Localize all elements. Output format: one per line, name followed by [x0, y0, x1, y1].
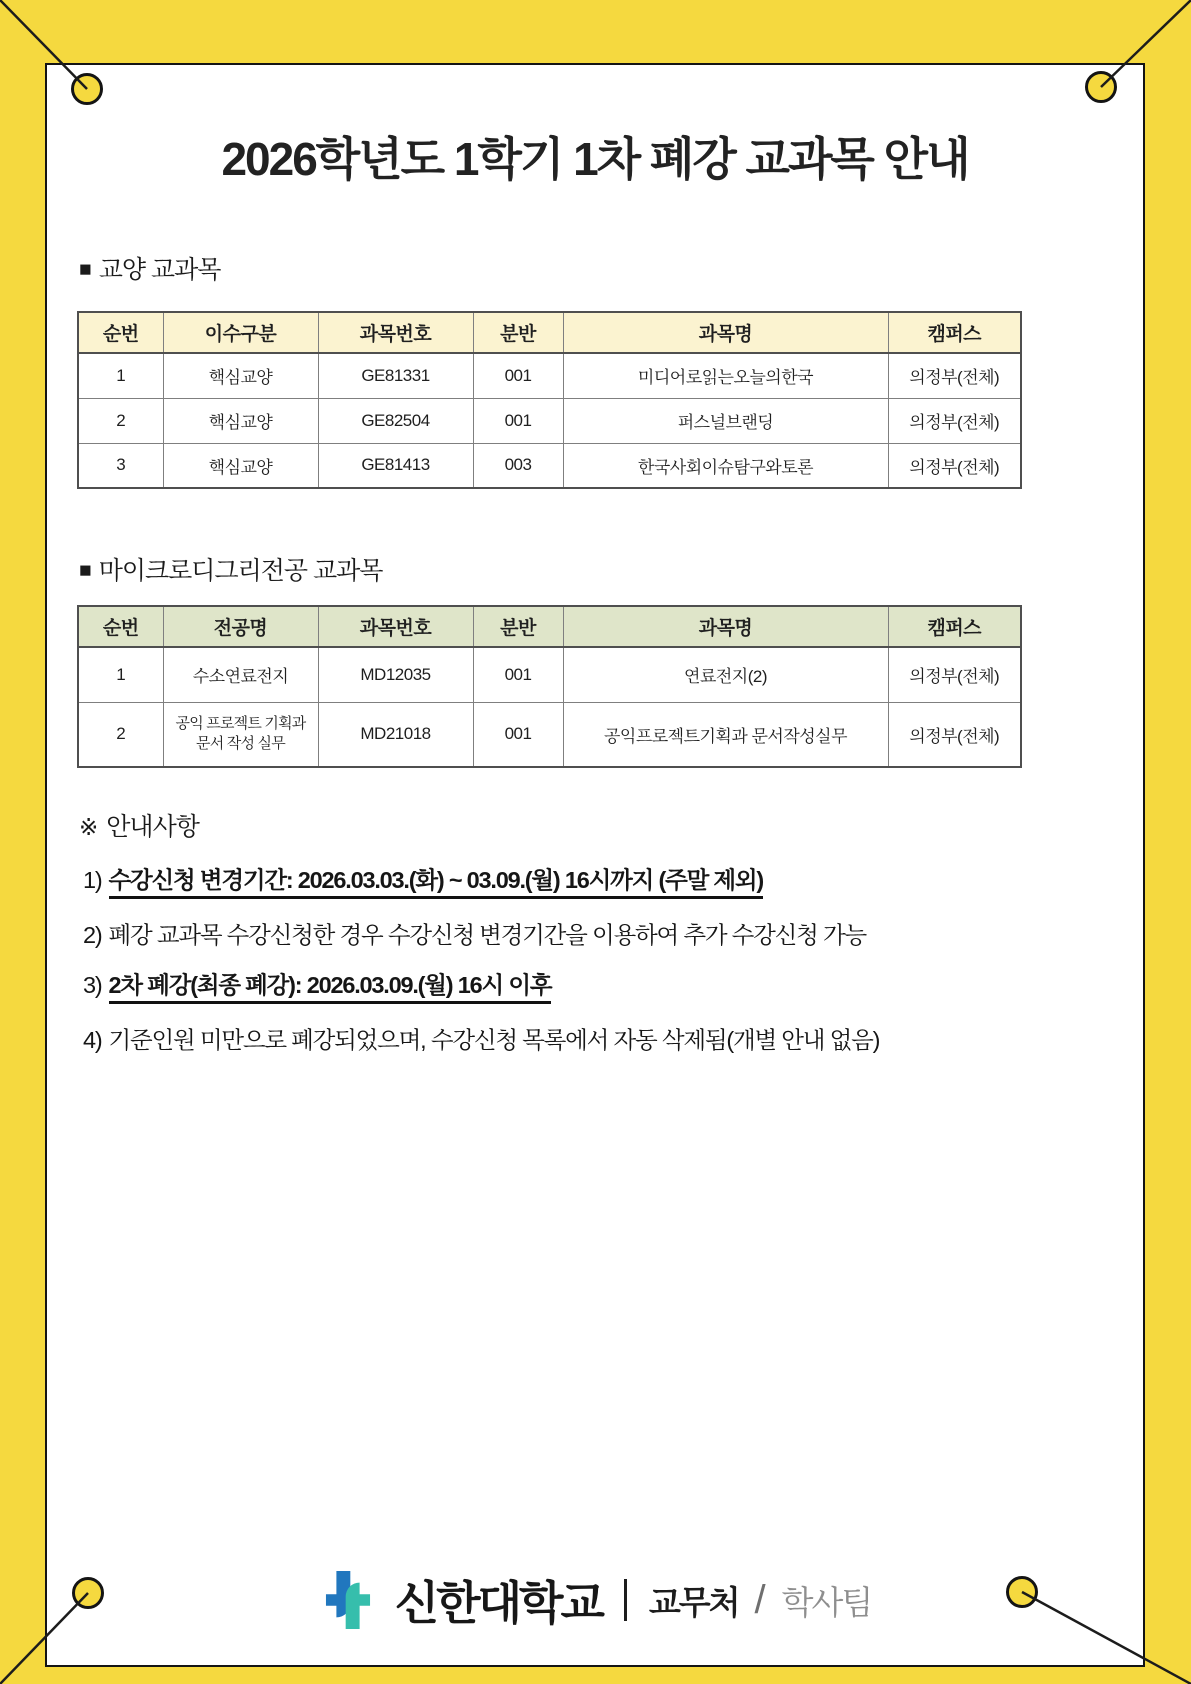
- cell-category: 핵심교양: [163, 353, 318, 398]
- page-title: 2026학년도 1학기 1차 폐강 교과목 안내: [221, 133, 969, 185]
- cell-campus: 의정부(전체): [888, 443, 1021, 488]
- grommet-top-right-icon: [1085, 71, 1117, 103]
- section-heading-label: 교양 교과목: [98, 256, 221, 284]
- square-bullet-icon: ■: [79, 258, 91, 281]
- column-header: 캠퍼스: [888, 606, 1021, 647]
- table-header-row: [78, 312, 1021, 353]
- cell-course-code: MD12035: [318, 647, 473, 702]
- grommet-bottom-left-icon: [72, 1577, 104, 1609]
- column-header: 캠퍼스: [888, 312, 1021, 353]
- microdegree-table: [77, 605, 1022, 768]
- square-bullet-icon: ■: [79, 559, 91, 582]
- notice-prefix: 2): [83, 922, 102, 948]
- notice-item: [83, 1021, 879, 1055]
- university-logo-icon: [319, 1571, 377, 1629]
- column-header: 순번: [78, 606, 163, 647]
- column-header: 분반: [473, 312, 563, 353]
- cell-category: 핵심교양: [163, 443, 318, 488]
- table-row: [78, 398, 1021, 443]
- notice-item: [83, 861, 763, 895]
- column-header: 과목명: [563, 312, 888, 353]
- cell-class-no: 001: [473, 647, 563, 702]
- microdegree-table-container: [77, 605, 1022, 768]
- cell-major-name: 공익 프로젝트 기획과 문서 작성 실무: [163, 702, 318, 767]
- notice-text: 폐강 교과목 수강신청한 경우 수강신청 변경기간을 이용하여 추가 수강신청 가능: [108, 922, 866, 948]
- cell-no: 3: [78, 443, 163, 488]
- notice-text: 기준인원 미만으로 폐강되었으며, 수강신청 목록에서 자동 삭제됨(개별 안내 없음): [108, 1027, 880, 1053]
- column-header: 전공명: [163, 606, 318, 647]
- cell-class-no: 001: [473, 353, 563, 398]
- column-header: 순번: [78, 312, 163, 353]
- poster-page: [45, 63, 1145, 1667]
- section-heading-microdegree: [79, 551, 382, 587]
- cell-class-no: 003: [473, 443, 563, 488]
- notice-heading: [79, 807, 199, 843]
- university-name: 신한대학교: [394, 1577, 602, 1629]
- notice-heading-label: 안내사항: [106, 813, 199, 841]
- notice-text: 2차 폐강(최종 폐강): 2026.03.09.(월) 16시 이후: [109, 972, 552, 1004]
- notice-prefix: 4): [83, 1027, 102, 1053]
- cell-course-code: GE81413: [318, 443, 473, 488]
- cell-campus: 의정부(전체): [888, 353, 1021, 398]
- cell-course-name: 한국사회이슈탐구와토론: [563, 443, 888, 488]
- cell-campus: 의정부(전체): [888, 398, 1021, 443]
- cell-no: 2: [78, 702, 163, 767]
- cell-course-code: MD21018: [318, 702, 473, 767]
- section-heading-liberal-arts: [79, 250, 220, 286]
- reference-mark-icon: ※: [79, 814, 98, 840]
- cell-course-code: GE82504: [318, 398, 473, 443]
- liberal-arts-table-container: [77, 311, 1022, 489]
- team-name: 학사팀: [781, 1583, 872, 1621]
- notice-text: 수강신청 변경기간: 2026.03.03.(화) ~ 03.09.(월) 16시까지 (주말 제외): [109, 867, 764, 899]
- cell-course-name: 미디어로읽는오늘의한국: [563, 353, 888, 398]
- department-name: 교무처: [648, 1583, 739, 1621]
- cell-no: 2: [78, 398, 163, 443]
- column-header: 이수구분: [163, 312, 318, 353]
- cell-no: 1: [78, 353, 163, 398]
- table-row: [78, 353, 1021, 398]
- cell-major-name: 수소연료전지: [163, 647, 318, 702]
- notice-prefix: 3): [83, 972, 102, 998]
- cell-campus: 의정부(전체): [888, 647, 1021, 702]
- footer: [47, 1567, 1143, 1633]
- cell-course-name: 연료전지(2): [563, 647, 888, 702]
- notice-item: [83, 916, 866, 950]
- cell-class-no: 001: [473, 702, 563, 767]
- liberal-arts-table: [77, 311, 1022, 489]
- table-header-row: [78, 606, 1021, 647]
- cell-class-no: 001: [473, 398, 563, 443]
- section-heading-label: 마이크로디그리전공 교과목: [98, 557, 383, 585]
- cell-course-code: GE81331: [318, 353, 473, 398]
- column-header: 과목번호: [318, 312, 473, 353]
- table-row: [78, 647, 1021, 702]
- column-header: 과목명: [563, 606, 888, 647]
- column-header: 분반: [473, 606, 563, 647]
- column-header: 과목번호: [318, 606, 473, 647]
- cell-category: 핵심교양: [163, 398, 318, 443]
- table-row: [78, 702, 1021, 767]
- grommet-bottom-right-icon: [1006, 1576, 1038, 1608]
- cell-campus: 의정부(전체): [888, 702, 1021, 767]
- notice-item: [83, 966, 551, 1000]
- cell-course-name: 퍼스널브랜딩: [563, 398, 888, 443]
- notice-prefix: 1): [83, 867, 102, 893]
- slash-separator: /: [754, 1577, 766, 1622]
- cell-no: 1: [78, 647, 163, 702]
- table-row: [78, 443, 1021, 488]
- grommet-top-left-icon: [71, 73, 103, 105]
- vertical-divider: [624, 1579, 627, 1621]
- cell-course-name: 공익프로젝트기획과 문서작성실무: [563, 702, 888, 767]
